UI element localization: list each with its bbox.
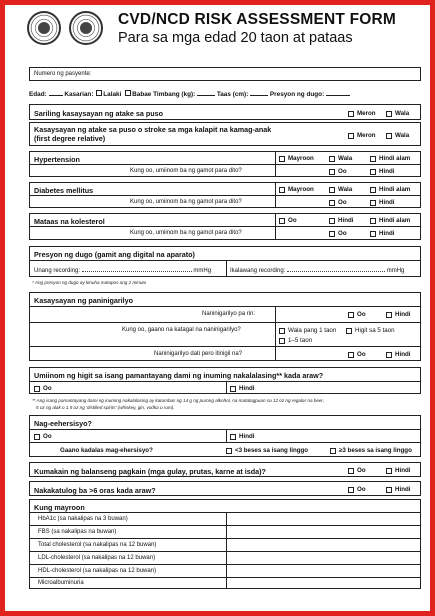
diet-label: Kumakain ng balanseng pagkain (mga gulay, prutas, karne at isda)? — [34, 467, 266, 476]
hypertension-label: Hypertension — [34, 155, 80, 164]
sleep-label: Nakakatulog ba >6 oras kada araw? — [34, 486, 156, 495]
hypertension-med-question: Kung oo, umiinom ba ng gamot para dito? — [130, 168, 242, 174]
exercise-freq-3-plus[interactable]: ≥3 beses sa isang linggo — [330, 447, 412, 454]
height-field[interactable] — [250, 90, 268, 96]
sex-label: Kasarian: — [64, 91, 94, 98]
doh-seal-icon — [27, 11, 61, 45]
weight-label: Timbang (kg): — [153, 91, 196, 98]
patient-number-box[interactable] — [29, 67, 421, 81]
exercise-freq-less-3[interactable]: <3 beses sa isang linggo — [226, 447, 308, 454]
smoking-dur-over-5[interactable]: Higit sa 5 taon — [346, 327, 395, 334]
diabetes-box — [29, 182, 421, 208]
weight-field[interactable] — [197, 90, 215, 96]
bp-note: * Ang presyon ng dugo ay kinuha matapos ang 2 minuto — [32, 280, 147, 285]
heart-attack-yes[interactable]: Meron — [348, 110, 376, 117]
family-history-label: Kasaysayan ng atake sa puso o stroke sa mga kalapit na kamag-anak (first degree relative) — [34, 125, 272, 143]
male-checkbox[interactable] — [96, 90, 102, 96]
form-header — [9, 5, 426, 65]
philhealth-seal-icon — [69, 11, 103, 45]
diabetes-med-yes[interactable]: Oo — [329, 199, 347, 206]
diet-yes[interactable]: Oo — [348, 467, 366, 474]
diabetes-med-no[interactable]: Hindi — [370, 199, 394, 206]
smoking-current-q: Naninigarilyo pa rin: — [202, 311, 256, 317]
male-label: Lalaki — [103, 91, 122, 98]
diabetes-hindi-alam[interactable]: Hindi alam — [370, 186, 410, 193]
smoking-title: Kasaysayan ng paninigarilyo — [34, 296, 134, 305]
lab-row — [30, 551, 420, 564]
bp-second-unit: mmHg — [386, 268, 405, 274]
cholesterol-box — [29, 213, 421, 240]
exercise-box — [29, 415, 421, 457]
height-label: Taas (cm): — [216, 91, 249, 98]
alcohol-title: Umiinom ng higit sa isang pamantayang dami ng inuming nakalalasing** kada araw? — [34, 371, 324, 380]
exercise-freq-q: Gaano kadalas mag-ehersisyo? — [60, 447, 153, 454]
lab-row — [30, 512, 420, 525]
lab-fbs: FBS (sa nakalipas na buwan) — [38, 529, 117, 535]
smoking-dur-1-5[interactable]: 1–5 taon — [279, 337, 312, 344]
lab-row — [30, 577, 420, 589]
smoking-box — [29, 292, 421, 361]
lab-hdl: HDL-cholesterol (sa nakalipas na 12 buwan) — [38, 568, 157, 574]
form-title: CVD/NCD RISK ASSESSMENT FORM — [118, 11, 397, 28]
demographics-line — [29, 90, 350, 98]
age-field[interactable] — [49, 90, 63, 96]
bp-recording-box — [29, 246, 421, 277]
bp-first-label: Unang recording: — [34, 268, 81, 274]
cholesterol-hindi[interactable]: Hindi — [329, 217, 353, 224]
cholesterol-med-question: Kung oo, umiinom ba ng gamot para dito? — [130, 230, 242, 236]
family-history-box — [29, 122, 421, 146]
cholesterol-label: Mataas na kolesterol — [34, 217, 105, 226]
diabetes-label: Diabetes mellitus — [34, 186, 94, 195]
exercise-title: Nag-eehersisyo? — [34, 419, 92, 428]
hypertension-med-no[interactable]: Hindi — [370, 168, 394, 175]
sleep-yes[interactable]: Oo — [348, 486, 366, 493]
labs-box — [29, 499, 421, 589]
smoking-past-no[interactable]: Hindi — [386, 351, 410, 358]
family-history-no[interactable]: Wala — [386, 132, 409, 139]
hypertension-box — [29, 151, 421, 177]
lab-ldl: LDL-cholesterol (sa nakalipas na 12 buwan) — [38, 555, 156, 561]
sleep-no[interactable]: Hindi — [386, 486, 410, 493]
lab-row — [30, 538, 420, 551]
diabetes-wala[interactable]: Wala — [329, 186, 352, 193]
diabetes-med-question: Kung oo, umiinom ba ng gamot para dito? — [130, 199, 242, 205]
lab-row — [30, 525, 420, 538]
lab-total-cholesterol: Total cholesterol (sa nakalipas na 12 buwan) — [38, 542, 157, 548]
exercise-no[interactable]: Hindi — [230, 433, 254, 440]
bp-first-field[interactable] — [82, 266, 192, 272]
heart-attack-no[interactable]: Wala — [386, 110, 409, 117]
smoking-dur-under-1[interactable]: Wala pang 1 taon — [279, 327, 336, 334]
diabetes-mayroon[interactable]: Mayroon — [279, 186, 314, 193]
sleep-box — [29, 481, 421, 496]
alcohol-yes[interactable]: Oo — [34, 385, 52, 392]
bp-second-field[interactable] — [287, 266, 385, 272]
bp-second-label: Ikalawang recording: — [230, 268, 286, 274]
smoking-current-no[interactable]: Hindi — [386, 311, 410, 318]
family-history-yes[interactable]: Meron — [348, 132, 376, 139]
hypertension-wala[interactable]: Wala — [329, 155, 352, 162]
age-label: Edad: — [29, 91, 47, 98]
hypertension-med-yes[interactable]: Oo — [329, 168, 347, 175]
cholesterol-oo[interactable]: Oo — [279, 217, 297, 224]
smoking-past-q: Naninigarilyo dati pero itinigil na? — [154, 351, 243, 357]
female-label: Babae — [132, 91, 152, 98]
lab-hba1c: HbA1c (sa nakalipas na 3 buwan) — [38, 516, 128, 522]
alcohol-note-2: 5 oz ng alak o 1.5 oz ng 'distilled spirits' (whiskey, gin, vodka o rum). — [36, 405, 175, 410]
form-subtitle: Para sa mga edad 20 taon at pataas — [118, 30, 353, 46]
lab-row — [30, 564, 420, 577]
smoking-current-yes[interactable]: Oo — [348, 311, 366, 318]
exercise-yes[interactable]: Oo — [34, 433, 52, 440]
cholesterol-hindi-alam[interactable]: Hindi alam — [370, 217, 410, 224]
hypertension-hindi-alam[interactable]: Hindi alam — [370, 155, 410, 162]
alcohol-box — [29, 367, 421, 394]
alcohol-no[interactable]: Hindi — [230, 385, 254, 392]
female-checkbox[interactable] — [125, 90, 131, 96]
bp-section-title: Presyon ng dugo (gamit ang digital na aparato) — [34, 250, 195, 259]
bp-label: Presyon ng dugo: — [269, 91, 325, 98]
lab-microalbuminuria: Microalbuminuria — [38, 580, 84, 586]
diet-box — [29, 462, 421, 477]
labs-title: Kung mayroon — [34, 503, 85, 512]
cholesterol-med-yes[interactable]: Oo — [329, 230, 347, 237]
bp-field[interactable] — [326, 90, 350, 96]
patient-number-label: Numero ng pasyente: — [34, 71, 92, 77]
heart-attack-label: Sariling kasaysayan ng atake sa puso — [34, 109, 164, 118]
diet-no[interactable]: Hindi — [386, 467, 410, 474]
alcohol-note-1: ** Ang isang pamantayang dami ng inuming nakalalasing ay katumbas ng 14 g ng purong alkohol, na matatagpuan sa 12 oz ng regular na beer, — [32, 398, 324, 403]
hypertension-mayroon[interactable]: Mayroon — [279, 155, 314, 162]
bp-first-unit: mmHg — [193, 268, 212, 274]
cholesterol-med-no[interactable]: Hindi — [370, 230, 394, 237]
smoking-duration-q: Kung oo, gaano na katagal na naninigarilyo? — [122, 327, 241, 333]
smoking-past-yes[interactable]: Oo — [348, 351, 366, 358]
heart-attack-history-box — [29, 104, 421, 120]
